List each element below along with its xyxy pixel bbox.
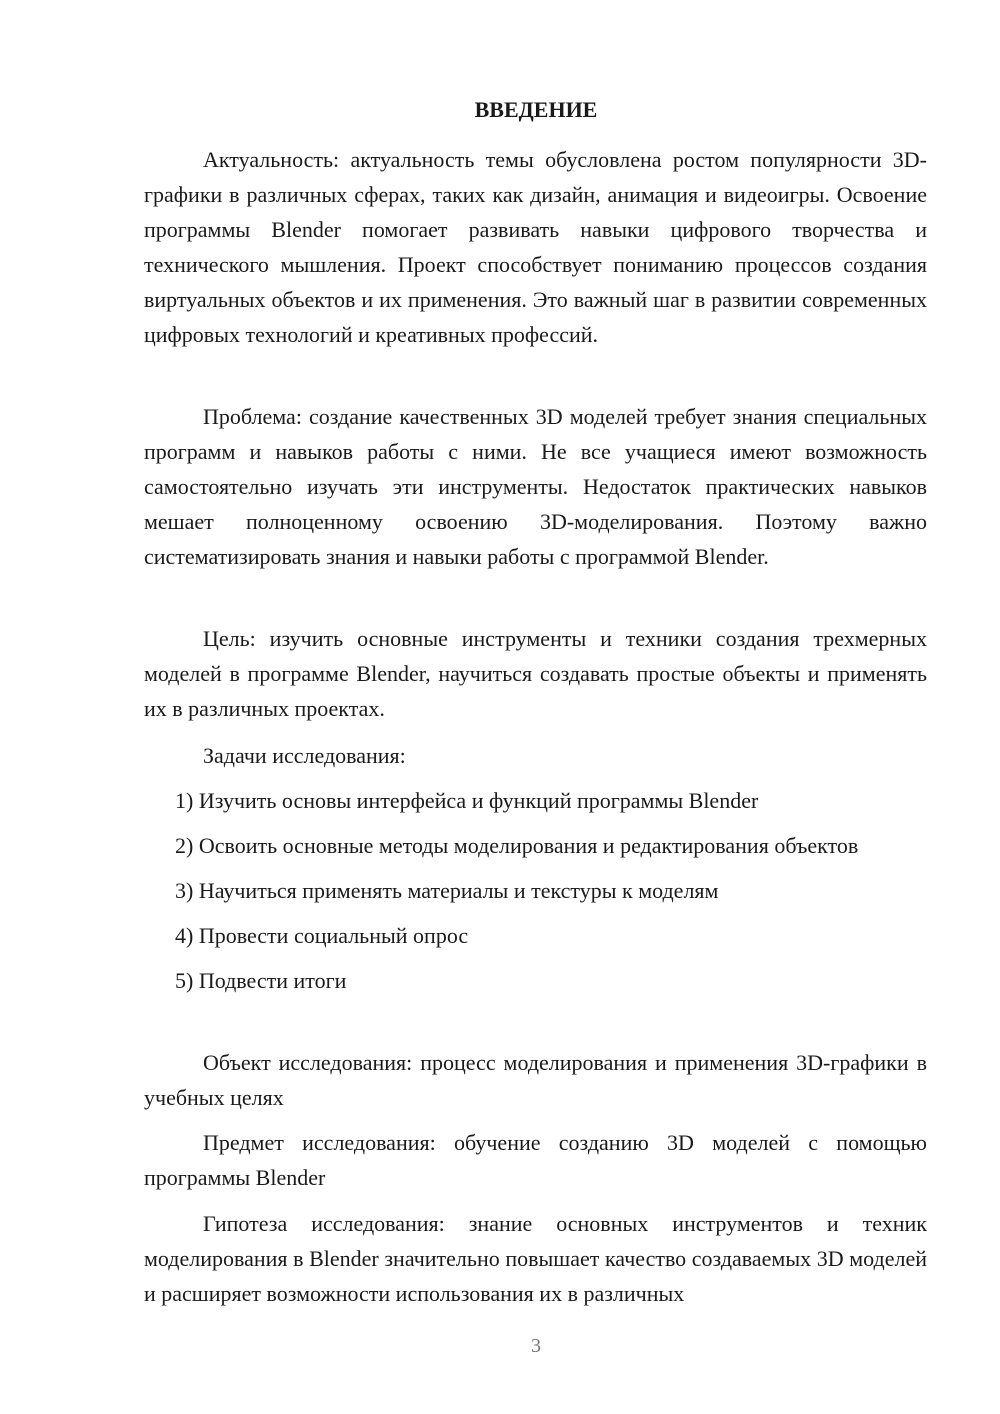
list-item: 4) Провести социальный опрос [175,923,469,948]
page-number: 3 [531,1335,541,1357]
object-text: Объект исследования: процесс моделирования и применения 3D-графики в учебных целях [144,1050,927,1110]
hypothesis-paragraph [144,1206,927,1311]
list-item: 5) Подвести итоги [175,968,347,993]
list-item: 2) Освоить основные методы моделирования и редактирования объектов [175,833,859,858]
object-paragraph [144,1045,927,1115]
goal-paragraph [144,621,927,726]
relevance-text: Актуальность: актуальность темы обусловлена ростом популярности 3D-графики в различных сферах, таких как дизайн, анимация и видеоигры. Освоение программы Blender помогает развивать навыки цифрового творчества и технического мышления. Проект способствует пониманию процессов создания виртуальных объектов и их применения. Это важный шаг в развитии современных цифровых технологий и креативных профессий. [144,147,927,347]
list-item: 1) Изучить основы интерфейса и функций программы Blender [175,788,759,813]
goal-text: Цель: изучить основные инструменты и техники создания трехмерных моделей в программе Blender, научиться создавать простые объекты и применять их в различных проектах. [144,626,927,721]
tasks-heading [144,738,927,773]
page-title: ВВЕДЕНИЕ [474,97,598,122]
tasks-heading-text: Задачи исследования: [203,743,406,768]
relevance-paragraph [144,142,927,352]
problem-paragraph [144,399,927,574]
list-item: 3) Научиться применять материалы и текстуры к моделям [175,878,719,903]
subject-paragraph [144,1125,927,1195]
tasks-list [144,783,927,998]
subject-text: Предмет исследования: обучение созданию 3D моделей с помощью программы Blender [144,1130,927,1190]
problem-text: Проблема: создание качественных 3D моделей требует знания специальных программ и навыков работы с ними. Не все учащиеся имеют возможность самостоятельно изучать эти инструменты. Недостаток практических навыков мешает полноценному освоению 3D-моделирования. Поэтому важно систематизировать знания и навыки работы с программой Blender. [144,404,927,569]
hypothesis-text: Гипотеза исследования: знание основных инструментов и техник моделирования в Blender значительно повышает качество создаваемых 3D моделей и расширяет возможности использования их в различных [144,1211,927,1306]
